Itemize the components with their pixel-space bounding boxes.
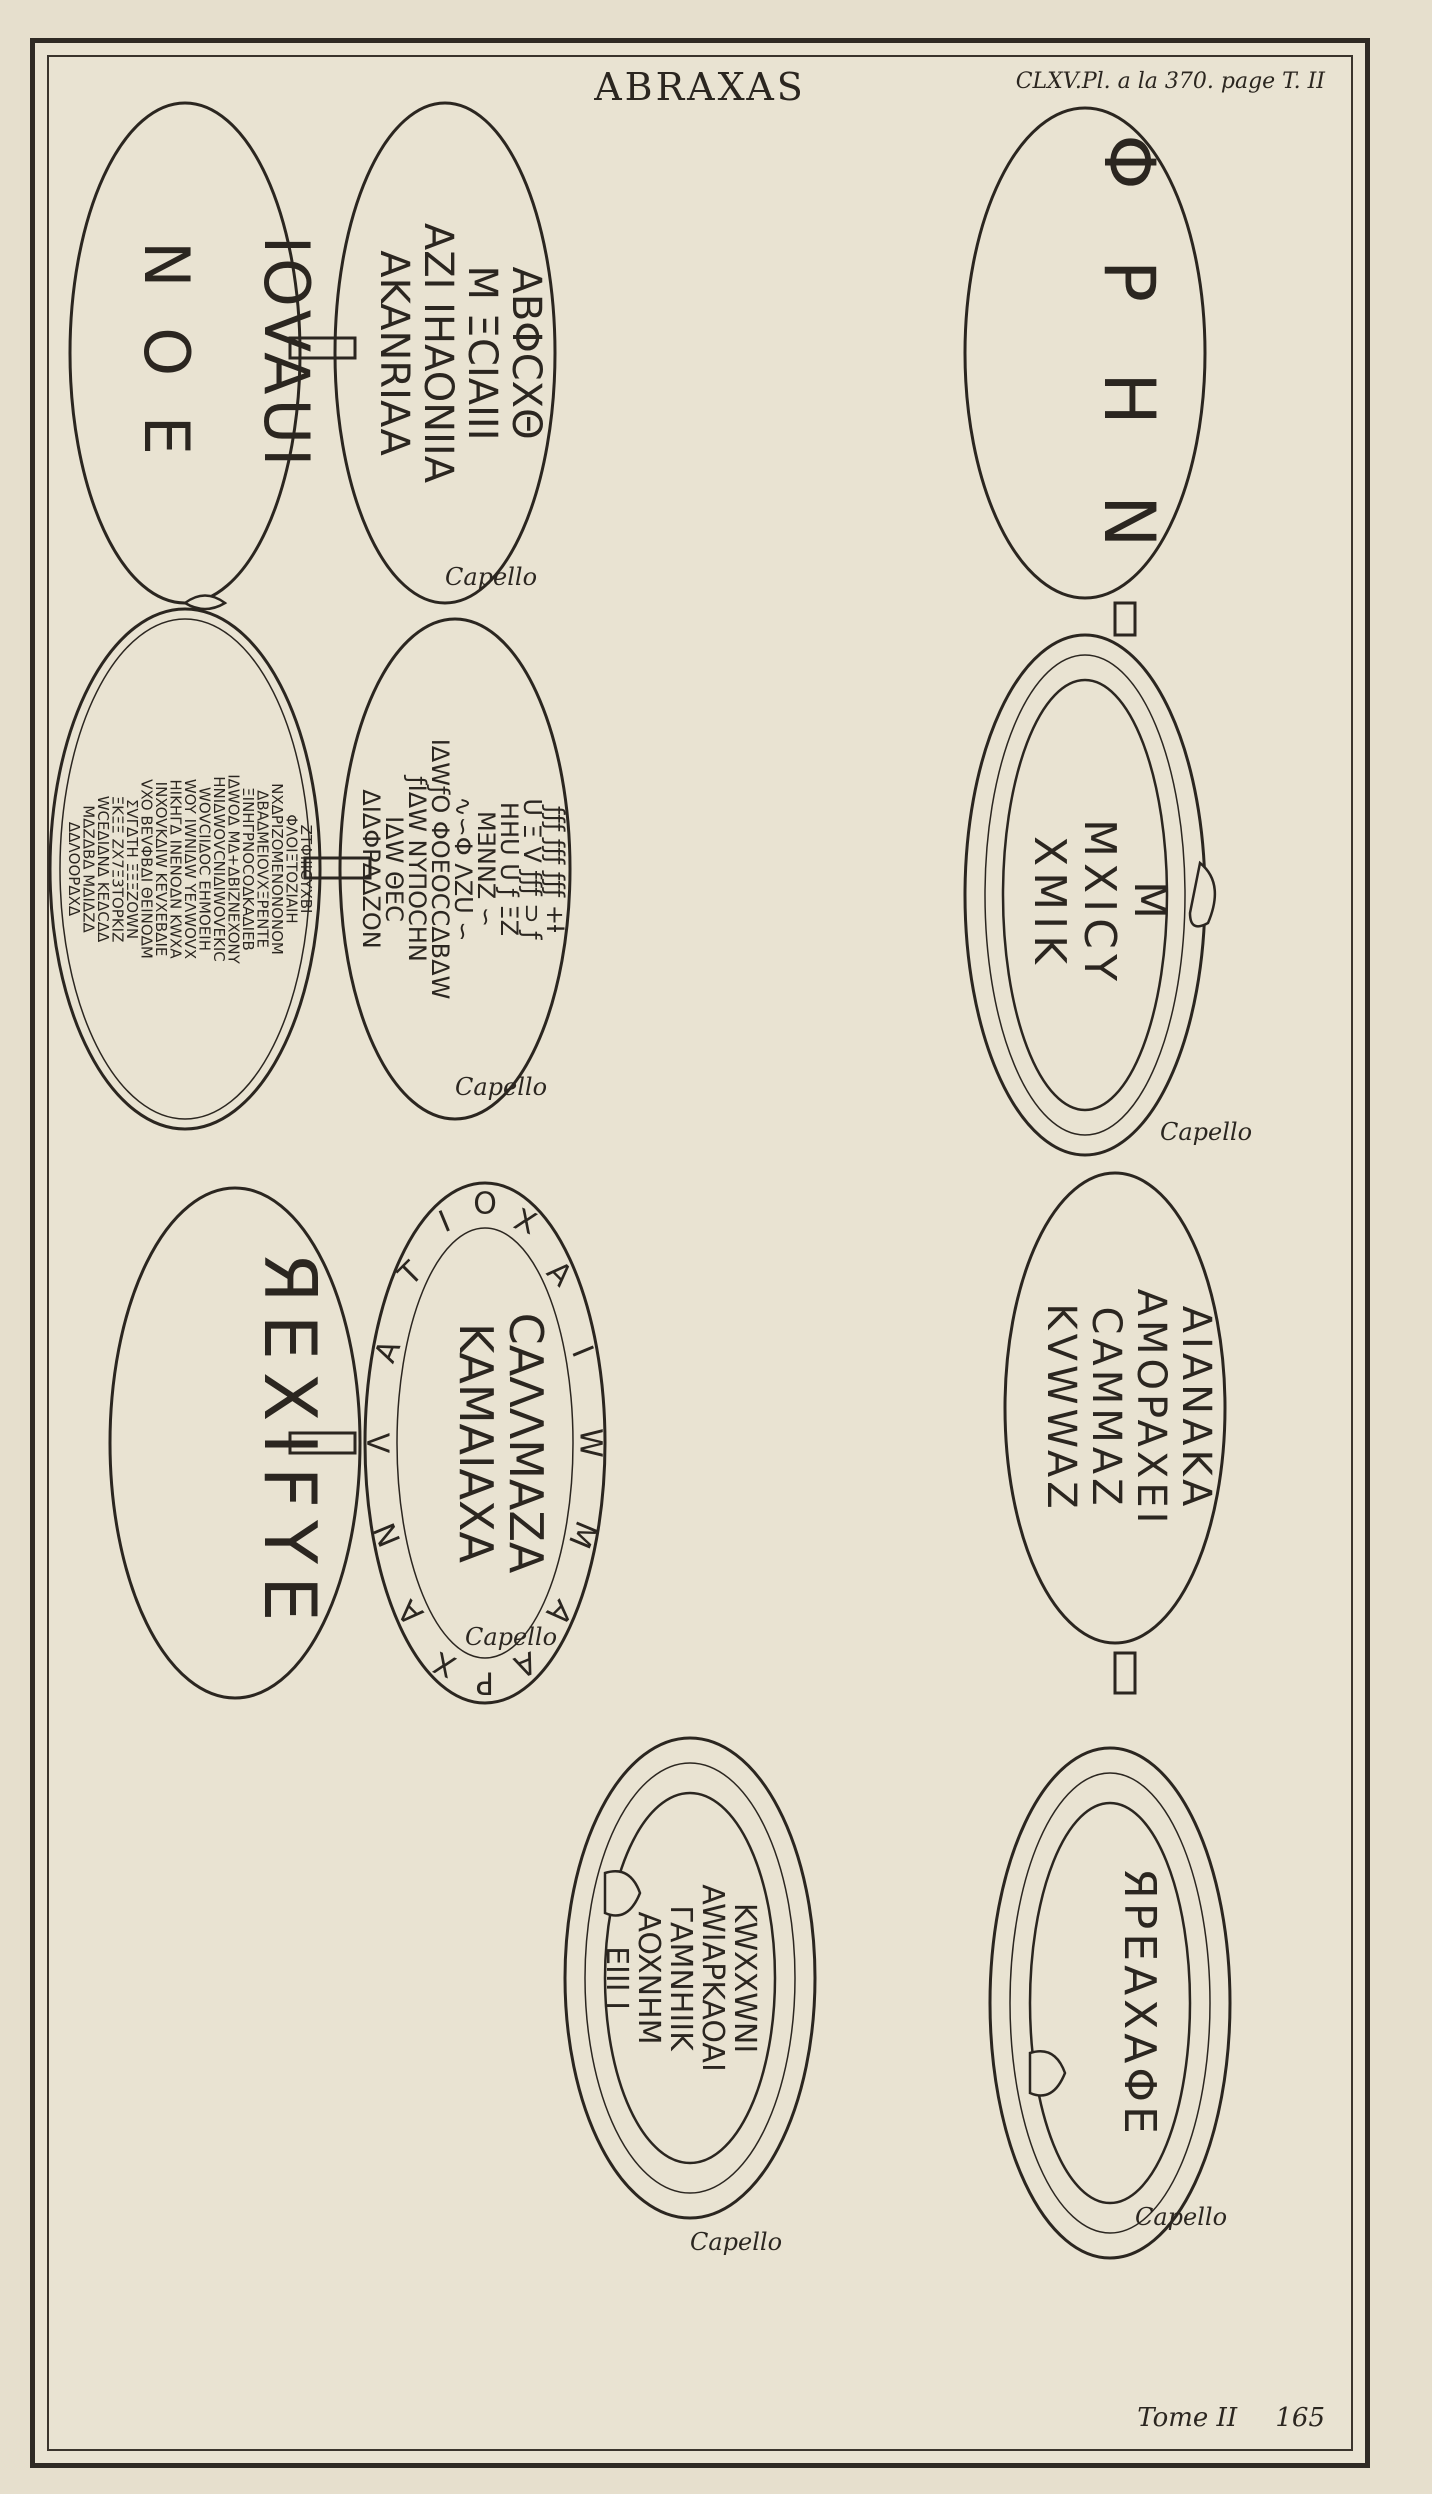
gem-dense-line: IΔWOΔ MΔ+ΔBIZNEXONY <box>224 774 243 964</box>
gem-callamaza-line-1: CAΛΛMAZA <box>499 1312 553 1574</box>
gem-callamaza-ring-letter: X <box>508 1202 542 1243</box>
gem-signs-line: ∿∽Φ ΛZᑌ ∽ <box>449 796 477 942</box>
gem-kwxxwni-line-3: ΓAMNHIIK <box>663 1905 698 2051</box>
plate-footer <box>1137 2403 1325 2433</box>
gem-callamaza-ring-letter: N <box>367 1517 409 1552</box>
gem-signs-line: IΔWƒO ΦOEOCCΔBΔW <box>426 738 454 1000</box>
gem-mxicy-line-3: XMIK <box>1024 836 1075 970</box>
gem-callamaza-ring-letter: T <box>391 1255 430 1293</box>
footer-page: 165 <box>1275 2403 1325 2433</box>
gem-dense-line: ZTΦIIICYXBI <box>297 824 315 914</box>
gem-dense-line: WOVCIIΔOC EHMOEIH <box>195 787 214 951</box>
gem-mxicy-line-2: MXICY <box>1074 819 1125 987</box>
gem-mxicy-line-1: M <box>1124 881 1175 925</box>
gem-aianaka-line-2: AMOPAXEI <box>1128 1288 1174 1528</box>
serpent-head-icon <box>185 596 225 610</box>
gem-dense-line: HIKHΓΔ INENOΔN KWXA <box>166 779 185 959</box>
gem-kwxxwni-line-1: KWXXWNI <box>727 1902 762 2054</box>
gem-aianaka-line-1: AIANAKA <box>1173 1305 1219 1511</box>
gem-callamaza-ring-letter: O <box>473 1186 497 1222</box>
caption-capello: Capello <box>465 1623 558 1651</box>
gem-dense-line: HNIΔWOVCNIΔIWOVEKIC <box>210 776 228 962</box>
gem-callamaza-ring-letter: Λ <box>362 1432 398 1454</box>
gem-callamaza-ring-letter: A <box>539 1592 579 1632</box>
gem-callamaza-ring-letter: A <box>539 1254 579 1294</box>
gem-callamaza-ring-letter: M <box>560 1515 604 1554</box>
connector <box>1115 603 1135 635</box>
gem-iovaui-line-2: N O E <box>130 241 203 465</box>
gem-dense-line: MΔZΔBΔ MΔIΔZΔ <box>79 805 98 933</box>
serpent-head-icon <box>605 1871 640 1915</box>
engraved-plate <box>30 38 1370 2468</box>
gem-dense-line: ΣVΓΔTH ΞΞΞZOWN <box>123 798 141 940</box>
gem-signs-line: HHᑌ ᑌ ƒ ΞZ <box>495 801 523 937</box>
gem-kwxxwni-line-4: AOXNHM <box>631 1911 666 2045</box>
gem-dense-line: INXOVKΔIW KEVXEBΔIE <box>152 781 170 957</box>
caption-capello: Capello <box>1160 1118 1253 1146</box>
gem-callamaza-ring-letter: A <box>509 1643 542 1684</box>
gem-aianaka-line-4: KVWWAZ <box>1038 1303 1084 1513</box>
gem-signs-lines <box>357 739 569 1000</box>
caption-capello: Capello <box>445 563 538 591</box>
gem-dense-line: ΔΔΛOOPΔXΔ <box>65 821 83 917</box>
caption-capello: Capello <box>455 1073 548 1101</box>
gem-dense-line: ΦΛOIΞTOZIAIH <box>282 814 301 924</box>
gem-signs-line: IΔW ΘEC <box>380 816 408 922</box>
gem-abracax-line-3: AZI IHAONIIA <box>415 222 461 484</box>
connector <box>1115 1653 1135 1693</box>
gem-callamaza-ring-letter: X <box>428 1643 462 1684</box>
gem-iexifye-line-1: ЯEXIFYE <box>248 1252 332 1634</box>
gem-abracax-line-4: AKANRIAA <box>371 250 417 456</box>
gem-callamaza-ring-letter: I <box>434 1204 456 1241</box>
gem-dense-line: VXO BEVΦBΔI ΘEINOΔM <box>137 779 156 959</box>
gem-dense-line: NXΔPIZOMENONONOM <box>268 783 286 955</box>
footer-tome: Tome II <box>1137 2403 1238 2433</box>
gem-signs-line: MƎNNZ ∽ <box>472 811 500 927</box>
gem-callamaza-ring-letter: A <box>367 1335 409 1368</box>
plate-reference: CLXV.Pl. a la 370. page T. II <box>1015 69 1325 94</box>
gem-abracax-line-2: M ΞCIAIII <box>459 265 505 441</box>
gem-callamaza-line-2: KAMAIAXA <box>449 1323 503 1563</box>
gem-callamaza-ring-letter: W <box>572 1428 608 1458</box>
gem-callamaza-ring-letter: I <box>564 1340 600 1363</box>
gem-kwxxwni-line-2: AWIAPKAOAI <box>695 1884 730 2072</box>
gem-dense-lines <box>65 774 315 964</box>
gem-ipeaxaye-line-1: ЯPEAXAΦE <box>1114 1868 1165 2138</box>
caption-capello: Capello <box>690 2228 783 2256</box>
gem-signs-line: ΔIΔΦΡΔΔZON <box>357 789 385 949</box>
gem-kwxxwni-line-5: EIII I <box>599 1946 634 2010</box>
gem-callamaza-ring-letter: P <box>475 1664 495 1700</box>
serpent-head-icon <box>1190 863 1215 926</box>
gem-signs-line: ƒIΔW NΥΠOCHN <box>403 776 431 962</box>
caption-capello: Capello <box>1135 2203 1228 2231</box>
gems-illustration <box>35 43 1365 2463</box>
gem-dense-line: ΞKΞΞ ZX7Ξ3TOPKIZ <box>108 795 127 943</box>
gem-dense-line: WCEΔIΔNΔ KEΔCΔΔ <box>94 795 112 943</box>
gem-ipeaxaye <box>990 1748 1230 2258</box>
gem-dense-line: ΔBAΔMEIOVXΞPENTE <box>253 790 272 948</box>
gem-signs-line: ƒƒƒ ƒƒƒ ƒƒƒ +Ɨ <box>541 805 569 933</box>
gem-dense-line: WOY IWNIΔW YEΛWOVX <box>181 778 199 960</box>
gem-dense-line: ΞINHΓPNOCOΔKAΔIEB <box>239 787 257 951</box>
gem-abracax-line-1: ABΦCXΘ <box>503 266 549 440</box>
gem-callamaza-ring-letter: A <box>391 1592 431 1632</box>
gem-aianaka-line-3: CAMMAZ <box>1083 1306 1129 1510</box>
serpent-head-icon <box>1030 2051 1065 2095</box>
gem-signs-line: ᑌ Ξ V ƒƒƒ ⊃ ƒ <box>518 798 546 940</box>
gem-iovaui-line-1: IOVAUI <box>250 235 323 471</box>
gem-phren-line-1: Φ P H N <box>1088 134 1170 572</box>
plate-title: ABRAXAS <box>594 65 806 109</box>
